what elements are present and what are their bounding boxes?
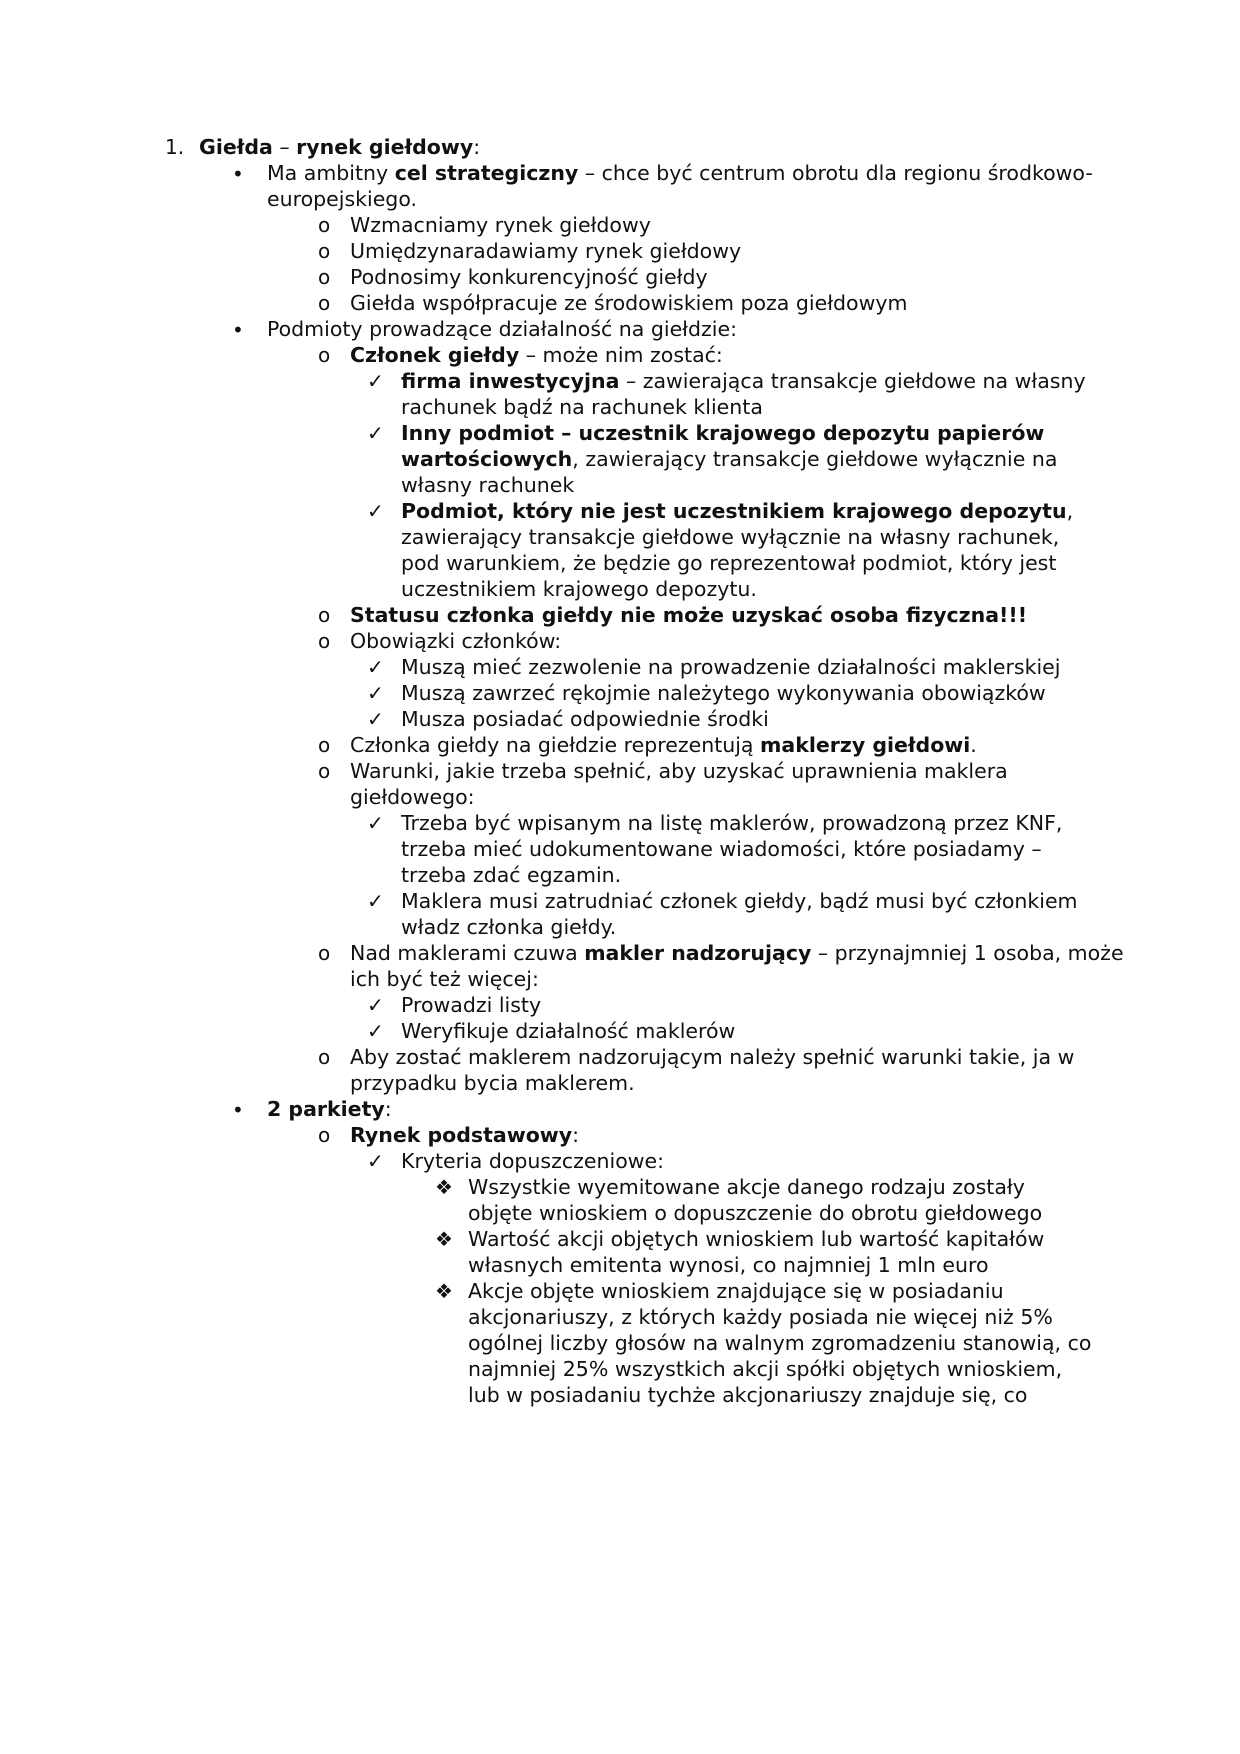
circle-bullet-icon: o (318, 291, 331, 315)
text: – chce być centrum obrotu dla regionu środkowo- (578, 161, 1093, 185)
diamond-bullet-icon: ❖ (435, 1279, 453, 1303)
bold-text: maklerzy giełdowi (760, 733, 971, 757)
paragraph-line: własnych emitenta wynosi, co najmniej 1 mln euro (468, 1253, 989, 1277)
bullet-icon: • (232, 318, 244, 342)
list-item: Wzmacniamy rynek giełdowy (350, 213, 651, 237)
text: , zawierający transakcje giełdowe wyłącznie na (572, 447, 1058, 471)
text: , (1066, 499, 1074, 523)
circle-bullet-icon: o (318, 265, 331, 289)
bold-text: Podmiot, który nie jest uczestnikiem krajowego depozytu (401, 499, 1067, 523)
list-item: Giełda współpracuje ze środowiskiem poza giełdowym (350, 291, 908, 315)
paragraph-line: Podmioty prowadzące działalność na giełdzie: (267, 317, 737, 341)
heading-text: : (473, 135, 481, 159)
list-item: Podnosimy konkurencyjność giełdy (350, 265, 708, 289)
bullet-icon: • (232, 1098, 244, 1122)
list-item: Muszą zawrzeć rękojmie należytego wykonywania obowiązków (401, 681, 1046, 705)
circle-bullet-icon: o (318, 213, 331, 237)
paragraph-line: przypadku bycia maklerem. (350, 1071, 635, 1095)
paragraph-line: lub w posiadaniu tychże akcjonariuszy znajduje się, co (468, 1383, 1028, 1407)
paragraph-line: uczestnikiem krajowego depozytu. (401, 577, 757, 601)
list-item (350, 939, 1124, 968)
paragraph-line: akcjonariuszy, z których każdy posiada nie więcej niż 5% (468, 1305, 1053, 1329)
heading-bold: rynek giełdowy (296, 135, 474, 159)
checkmark-icon: ✓ (367, 707, 384, 731)
paragraph-line: trzeba zdać egzamin. (401, 863, 622, 887)
circle-bullet-icon: o (318, 603, 331, 627)
circle-bullet-icon: o (318, 239, 331, 263)
checkmark-icon: ✓ (367, 369, 384, 393)
paragraph-line: giełdowego: (350, 785, 475, 809)
text: . (970, 733, 977, 757)
diamond-bullet-icon: ❖ (435, 1227, 453, 1251)
paragraph-line (267, 1095, 392, 1124)
checkmark-icon: ✓ (367, 655, 384, 679)
text: – zawierająca transakcje giełdowe na własny (619, 369, 1086, 393)
list-item (350, 1121, 579, 1150)
checkmark-icon: ✓ (367, 993, 384, 1017)
paragraph-line (401, 445, 1057, 474)
paragraph-line: pod warunkiem, że będzie go reprezentował podmiot, który jest (401, 551, 1057, 575)
checkmark-icon: ✓ (367, 1149, 384, 1173)
circle-bullet-icon: o (318, 759, 331, 783)
checkmark-icon: ✓ (367, 889, 384, 913)
paragraph-line: rachunek bądź na rachunek klienta (401, 395, 763, 419)
text: – przynajmniej 1 osoba, może (811, 941, 1124, 965)
text: – może nim zostać: (519, 343, 723, 367)
text: Nad maklerami czuwa (350, 941, 585, 965)
bold-text: 2 parkiety (267, 1097, 385, 1121)
paragraph-line: objęte wnioskiem o dopuszczenie do obrotu giełdowego (468, 1201, 1043, 1225)
list-item: Kryteria dopuszczeniowe: (401, 1149, 665, 1173)
text: : (384, 1097, 392, 1121)
list-item: Warunki, jakie trzeba spełnić, aby uzyskać uprawnienia maklera (350, 759, 1008, 783)
list-item: Aby zostać maklerem nadzorującym należy spełnić warunki takie, ja w (350, 1045, 1075, 1069)
list-item: Wszystkie wyemitowane akcje danego rodzaju zostały (468, 1175, 1025, 1199)
list-item: Inny podmiot – uczestnik krajowego depozytu papierów (401, 421, 1045, 445)
text: : (572, 1123, 580, 1147)
bold-text: wartościowych (401, 447, 573, 471)
bullet-icon: • (232, 162, 244, 186)
paragraph-line: najmniej 25% wszystkich akcji spółki objętych wnioskiem, (468, 1357, 1063, 1381)
bold-text: Członek giełdy (350, 343, 520, 367)
checkmark-icon: ✓ (367, 421, 384, 445)
circle-bullet-icon: o (318, 1045, 331, 1069)
list-item: Prowadzi listy (401, 993, 542, 1017)
checkmark-icon: ✓ (367, 499, 384, 523)
list-item (350, 731, 977, 760)
checkmark-icon: ✓ (367, 811, 384, 835)
list-item: Trzeba być wpisanym na listę maklerów, prowadzoną przez KNF, (401, 811, 1063, 835)
paragraph-line: władz członka giełdy. (401, 915, 617, 939)
checkmark-icon: ✓ (367, 681, 384, 705)
circle-bullet-icon: o (318, 1123, 331, 1147)
paragraph-line: trzeba mieć udokumentowane wiadomości, które posiadamy – (401, 837, 1042, 861)
bold-text: firma inwestycyjna (401, 369, 620, 393)
circle-bullet-icon: o (318, 941, 331, 965)
list-item: Akcje objęte wnioskiem znajdujące się w posiadaniu (468, 1279, 1004, 1303)
paragraph-line: europejskiego. (267, 187, 418, 211)
text: Ma ambitny (267, 161, 395, 185)
circle-bullet-icon: o (318, 343, 331, 367)
list-item: Musza posiadać odpowiednie środki (401, 707, 769, 731)
bold-text: makler nadzorujący (584, 941, 812, 965)
list-item: Weryfikuje działalność maklerów (401, 1019, 736, 1043)
circle-bullet-icon: o (318, 629, 331, 653)
list-item: Muszą mieć zezwolenie na prowadzenie działalności maklerskiej (401, 655, 1061, 679)
paragraph-line: własny rachunek (401, 473, 575, 497)
paragraph-line: ogólnej liczby głosów na walnym zgromadzeniu stanowią, co (468, 1331, 1092, 1355)
list-item (350, 341, 723, 370)
list-number: 1. (165, 135, 185, 159)
heading-bold: Giełda (199, 135, 273, 159)
diamond-bullet-icon: ❖ (435, 1175, 453, 1199)
list-item (401, 497, 1073, 526)
list-item: Wartość akcji objętych wnioskiem lub wartość kapitałów (468, 1227, 1045, 1251)
list-item: Umiędzynaradawiamy rynek giełdowy (350, 239, 742, 263)
list-item: Maklera musi zatrudniać członek giełdy, bądź musi być członkiem (401, 889, 1078, 913)
bold-text: cel strategiczny (394, 161, 579, 185)
list-item: Statusu członka giełdy nie może uzyskać osoba fizyczna!!! (350, 603, 1028, 627)
heading-line (199, 133, 480, 162)
checkmark-icon: ✓ (367, 1019, 384, 1043)
circle-bullet-icon: o (318, 733, 331, 757)
list-item (401, 367, 1086, 396)
bold-text: Rynek podstawowy (350, 1123, 573, 1147)
paragraph-line: zawierający transakcje giełdowe wyłącznie na własny rachunek, (401, 525, 1060, 549)
paragraph-line: ich być też więcej: (350, 967, 539, 991)
paragraph-line (267, 159, 1093, 188)
list-item: Obowiązki członków: (350, 629, 562, 653)
text: Członka giełdy na giełdzie reprezentują (350, 733, 761, 757)
heading-text: – (272, 135, 297, 159)
